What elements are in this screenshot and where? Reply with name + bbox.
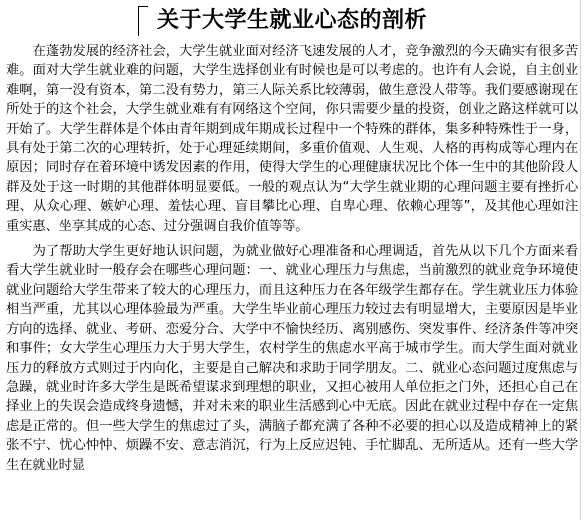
paragraph-2: 为了帮助大学生更好地认识问题，为就业做好心理准备和心理调适，首先从以下几个方面来看看大学生就业时一般存会在哪些心理问题：一、就业心理压力与焦虑，当前激烈的就业竞争环境使就业问题给大学生带来了较大的心理压力，而且这种压力在各年级学生都存在。学生就业压力体验相当严重，尤其以心理体验最为严重。大学生毕业前心理压力较过去有明显增大，主要原因是毕业方向的选择、就业、考研、恋爱分合、大学中不愉快经历、离别感伤、突发事件、经济条件等冲突和事件；女大学生心理压力大于男大学生，农村学生的焦虑水平高于城市学生。而大学生面对就业压力的释放方式则过于内向化，主要是自己解决和求助于同学朋友。二、就业心态问题过度焦虑与急躁，就业时许多大学生是既希望谋求到理想的职业，又担心被用人单位拒之门外，还担心自己在择业上的失误会造成终身遗憾，并对未来的职业生活感到心中无底。因此在就业过程中存在一定焦虑是正常的。但一些大学生的焦虑过了头，满脑子都充满了各种不必要的担心以及造成精神上的紧张不宁、忧心忡忡、烦躁不安、意志消沉，行为上反应迟钝、手忙脚乱、无所适从。还有一些大学生在就业时显 — [6, 244, 578, 473]
paragraph-1: 在蓬勃发展的经济社会，大学生就业面对经济飞速发展的人才，竞争激烈的今天确实有很多苦难。面对大学生就业难的问题，大学生选择创业有时候也是可以考虑的。也许有人会说，自主创业难啊，第一没有资本，第二没有势力，第三人际关系比较薄弱，做生意没人带等。我们要感谢现在所处于的这个社会，大学生就业难有有网络这个空间，你只需要少量的投资，创业之路这样就可以开始了。大学生群体是个体由青年期到成年期成长过程中一个特殊的群体，集多种特殊性于一身，具有处于第二次的心理转折，处于心理延续期间，多重价值观、人生观、人格的再构成等心理内在原因；同时存在着环境中诱发因素的作用，使得大学生的心理健康状况比个体一生中的其他阶段人群及处于这一时期的其他群体明显要低。一般的观点认为“大学生就业期的心理问题主要有挫折心理、从众心理、嫉妒心理、羞怯心理、盲目攀比心理、自卑心理、依赖心理等”，及其他心理如注重实惠、坐享其成的心态、过分强调自我价值等等。 — [6, 44, 578, 234]
document-title: 关于大学生就业心态的剖析 — [156, 7, 427, 33]
document-body — [6, 42, 578, 475]
page-edge-line — [580, 0, 581, 520]
